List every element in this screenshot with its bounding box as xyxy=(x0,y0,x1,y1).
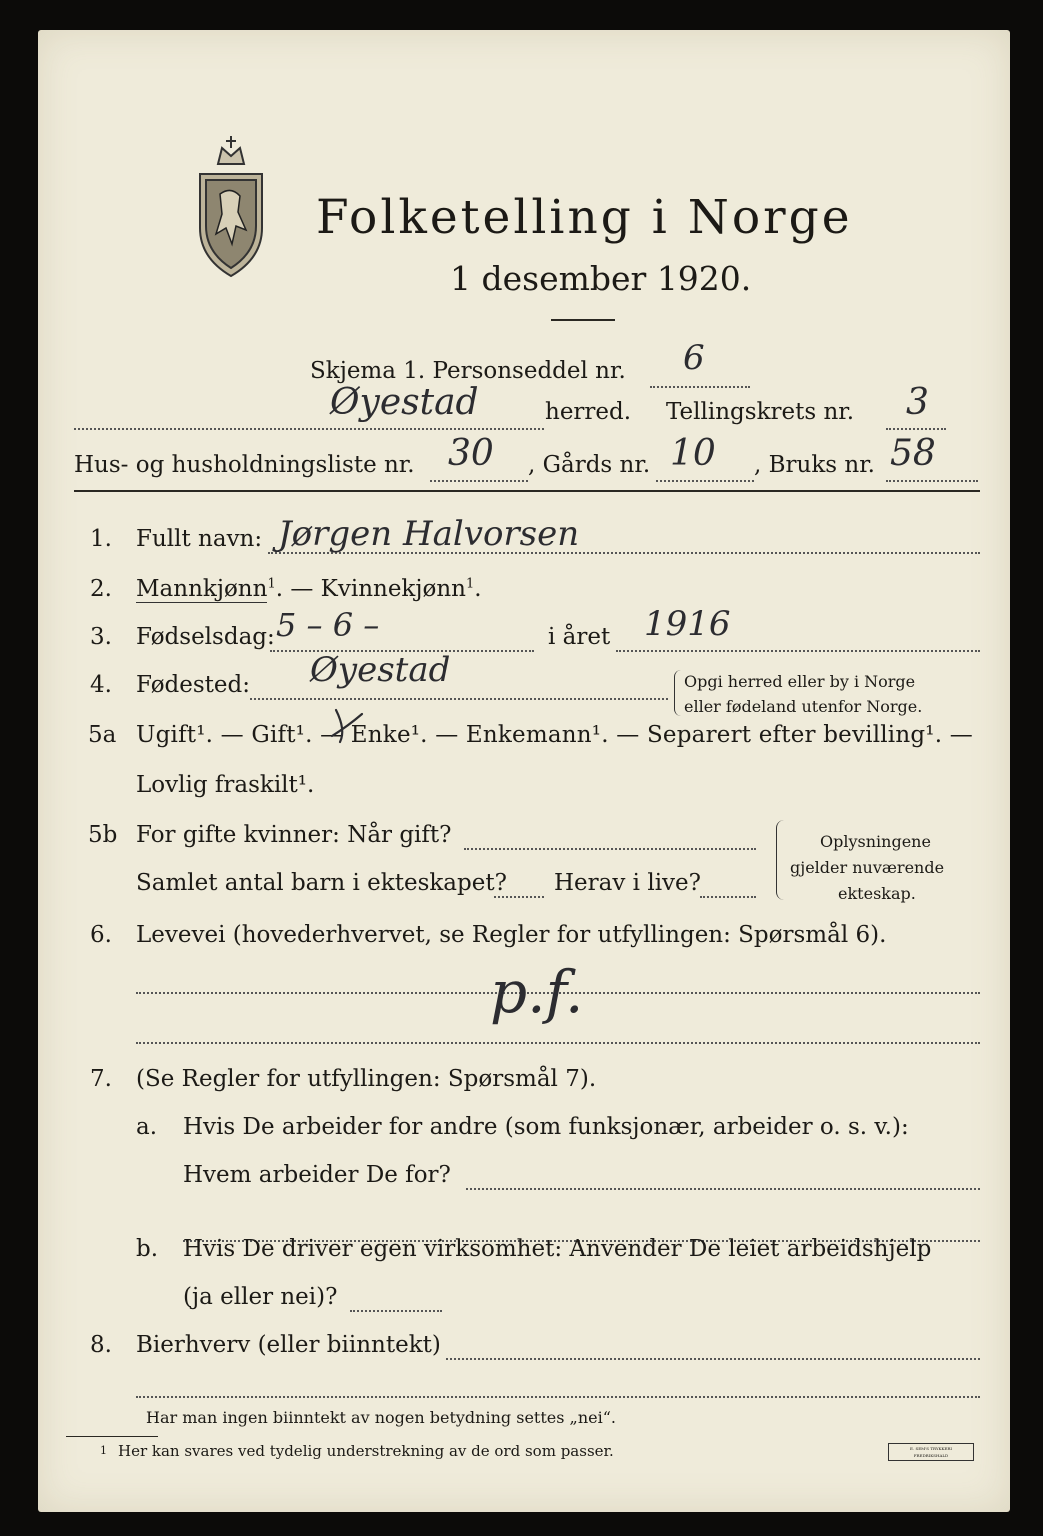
marriage-note-line1: Oplysningene xyxy=(820,832,931,851)
option-kvinnekjonn[interactable]: Kvinnekjønn xyxy=(320,576,466,602)
husholdningsliste-field[interactable] xyxy=(430,480,528,482)
gards-value: 10 xyxy=(670,433,716,474)
birthplace-value: Øyestad xyxy=(310,650,451,690)
footnote-mark: 1 xyxy=(267,576,276,592)
footnote-number: 1 xyxy=(100,1444,107,1457)
separator: . — xyxy=(275,576,321,602)
birthdate-value: 5 – 6 – xyxy=(276,606,380,644)
occupation-value: p.f. xyxy=(490,958,584,1026)
husholdningsliste-label: Hus- og husholdningsliste nr. xyxy=(74,452,415,478)
tellingskrets-value: 3 xyxy=(906,382,929,423)
q7a-line2: Hvem arbeider De for? xyxy=(183,1162,451,1188)
q5b-children-label: Samlet antal barn i ekteskapet? xyxy=(136,870,507,896)
skjema-label: Skjema 1. Personseddel nr. xyxy=(310,358,626,384)
herred-value: Øyestad xyxy=(330,382,479,423)
personseddel-value: 6 xyxy=(683,338,705,378)
bruks-field[interactable] xyxy=(886,480,978,482)
year-label: i året xyxy=(548,624,611,650)
children-alive-field[interactable] xyxy=(700,896,756,898)
marital-options-cont[interactable]: Lovlig fraskilt¹. xyxy=(136,772,315,798)
q7b-line1: Hvis De driver egen virksomhet: Anvender De leiet arbeidshjelp xyxy=(183,1236,932,1262)
separator: . xyxy=(474,576,482,602)
birthplace-note-line2: eller fødeland utenfor Norge. xyxy=(684,697,923,716)
herred-label: herred. xyxy=(545,399,632,425)
q7b-letter: b. xyxy=(136,1236,159,1262)
side-income-note: Har man ingen biinntekt av nogen betydning settes „nei“. xyxy=(146,1408,616,1427)
birthplace-note-brace xyxy=(674,670,681,716)
marital-options[interactable]: Ugift¹. — Gift¹. — Enke¹. — Enkemann¹. — Separert efter bevilling¹. — xyxy=(136,722,973,748)
birthyear-value: 1916 xyxy=(644,604,731,644)
occupation-field-line2[interactable] xyxy=(136,1042,980,1044)
q1-label: Fullt navn: xyxy=(136,526,263,552)
footnote-mark: 1 xyxy=(465,576,475,592)
q6-number: 6. xyxy=(90,922,112,948)
q4-number: 4. xyxy=(90,672,112,698)
q7a-letter: a. xyxy=(136,1114,158,1140)
census-form-page xyxy=(38,30,1010,1512)
q7-label: (Se Regler for utfyllingen: Spørsmål 7). xyxy=(136,1066,597,1092)
q3-label: Fødselsdag: xyxy=(136,624,275,650)
bruks-label: , Bruks nr. xyxy=(754,452,875,478)
q3-number: 3. xyxy=(90,624,112,650)
hired-help-field[interactable] xyxy=(350,1310,442,1312)
bruks-value: 58 xyxy=(890,433,936,474)
marriage-note-line2: gjelder nuværende xyxy=(790,858,945,877)
form-title: Folketelling i Norge xyxy=(316,190,853,245)
q1-number: 1. xyxy=(90,526,112,552)
footnote-separator xyxy=(66,1436,158,1437)
gender-options xyxy=(136,576,482,602)
husholdningsliste-value: 30 xyxy=(448,433,494,474)
birthyear-field[interactable] xyxy=(616,650,980,652)
q5b-married-label: For gifte kvinner: Når gift? xyxy=(136,822,452,848)
marriage-note-brace xyxy=(776,820,785,900)
gards-field[interactable] xyxy=(656,480,754,482)
q2-number: 2. xyxy=(90,576,112,602)
q7a-line1: Hvis De arbeider for andre (som funksjonær, arbeider o. s. v.): xyxy=(183,1114,909,1140)
q7b-line2: (ja eller nei)? xyxy=(183,1284,338,1310)
side-income-field-line2[interactable] xyxy=(136,1396,980,1398)
header-separator xyxy=(74,490,980,492)
personseddel-field[interactable] xyxy=(650,386,750,388)
marriage-note-line3: ekteskap. xyxy=(838,884,916,903)
q8-number: 8. xyxy=(90,1332,112,1358)
tellingskrets-field[interactable] xyxy=(886,428,946,430)
full-name-value: Jørgen Halvorsen xyxy=(278,514,580,554)
q5b-alive-label: Herav i live? xyxy=(554,870,701,896)
coat-of-arms-emblem xyxy=(186,130,276,284)
q7-number: 7. xyxy=(90,1066,112,1092)
q5a-number: 5a xyxy=(88,722,117,748)
title-divider xyxy=(551,319,615,321)
q4-label: Fødested: xyxy=(136,672,251,698)
side-income-field-line1[interactable] xyxy=(446,1358,980,1360)
form-subtitle: 1 desember 1920. xyxy=(450,259,752,298)
birthplace-note-line1: Opgi herred eller by i Norge xyxy=(684,672,916,691)
option-mannkjonn[interactable]: Mannkjønn xyxy=(136,576,268,602)
marital-handwritten-mark xyxy=(328,706,368,746)
employer-field-line1[interactable] xyxy=(466,1188,980,1190)
gards-label: , Gårds nr. xyxy=(528,452,651,478)
printer-stamp xyxy=(888,1443,974,1461)
herred-field[interactable] xyxy=(74,428,544,430)
q6-label: Levevei (hovederhvervet, se Regler for utfyllingen: Spørsmål 6). xyxy=(136,922,887,948)
q5b-number: 5b xyxy=(88,822,118,848)
married-date-field[interactable] xyxy=(464,848,756,850)
footnote-text: Her kan svares ved tydelig understrekning av de ord som passer. xyxy=(118,1442,614,1460)
children-count-field[interactable] xyxy=(494,896,544,898)
tellingskrets-label: Tellingskrets nr. xyxy=(666,399,855,425)
q8-label: Bierhverv (eller biinntekt) xyxy=(136,1332,441,1358)
printer-stamp-text: E. SEM'S TRYKKERI FREDRIKSHALD xyxy=(909,1446,952,1458)
birthplace-field[interactable] xyxy=(250,698,668,700)
